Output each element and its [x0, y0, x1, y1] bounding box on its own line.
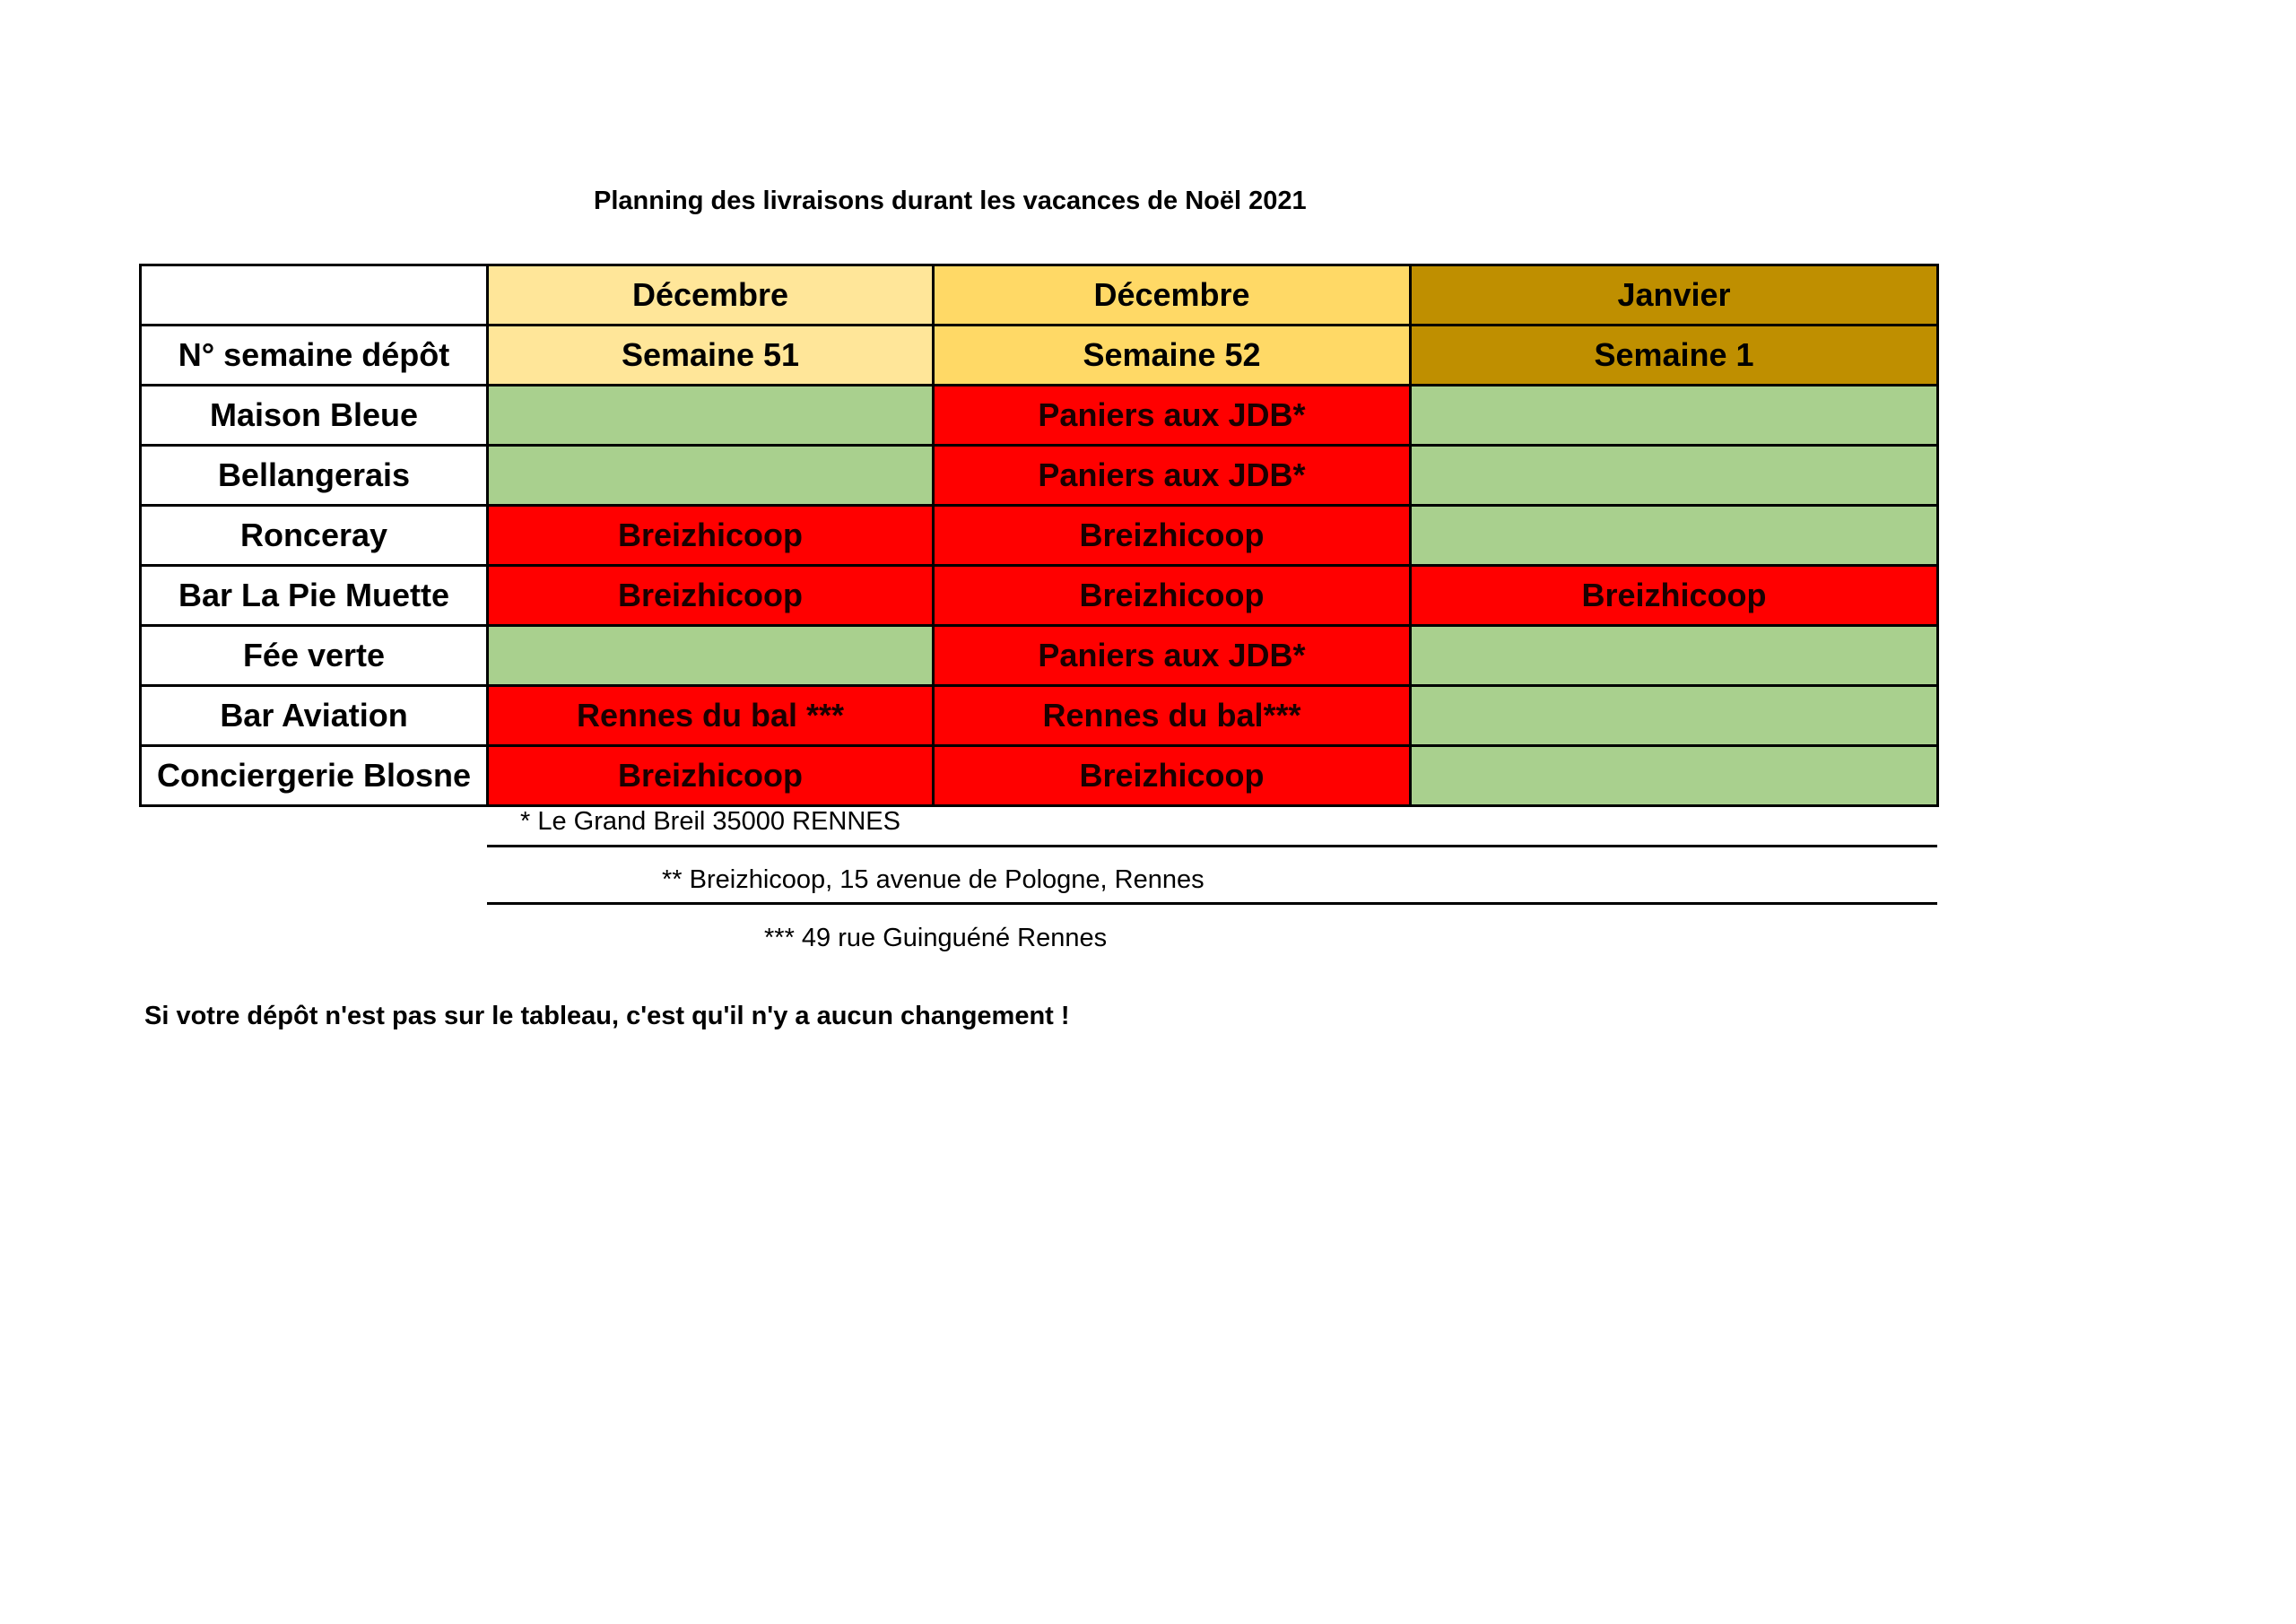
table-row [141, 386, 1938, 446]
week-header-cell: Semaine 1 [1411, 326, 1938, 386]
footnote-divider [487, 902, 1937, 905]
week-header-cell: Semaine 51 [488, 326, 934, 386]
depot-name: Bar La Pie Muette [141, 566, 488, 626]
delivery-cell: Rennes du bal*** [934, 686, 1411, 746]
depot-name: Maison Bleue [141, 386, 488, 446]
delivery-cell [1411, 686, 1938, 746]
month-header-cell: Décembre [488, 265, 934, 326]
delivery-cell [1411, 746, 1938, 806]
month-header-cell: Janvier [1411, 265, 1938, 326]
footnote-2: ** Breizhicoop, 15 avenue de Pologne, Rennes [662, 865, 1205, 894]
delivery-cell: Breizhicoop [934, 506, 1411, 566]
footer-notice: Si votre dépôt n'est pas sur le tableau, c'est qu'il n'y a aucun changement ! [144, 1002, 1070, 1030]
delivery-cell [1411, 386, 1938, 446]
delivery-cell [488, 626, 934, 686]
depot-name: Bellangerais [141, 446, 488, 506]
table-row [141, 506, 1938, 566]
footnote-1: * Le Grand Breil 35000 RENNES [520, 807, 900, 836]
delivery-cell [488, 446, 934, 506]
page-title: Planning des livraisons durant les vacances de Noël 2021 [594, 187, 1307, 215]
table-row [141, 746, 1938, 806]
week-label-cell: N° semaine dépôt [141, 326, 488, 386]
table-row [141, 626, 1938, 686]
delivery-cell: Breizhicoop [934, 566, 1411, 626]
delivery-planning-table [139, 264, 1939, 807]
delivery-cell [1411, 506, 1938, 566]
month-header-row [141, 265, 1938, 326]
table-row [141, 686, 1938, 746]
month-header-cell: Décembre [934, 265, 1411, 326]
delivery-cell: Breizhicoop [488, 746, 934, 806]
table-row [141, 446, 1938, 506]
week-header-row [141, 326, 1938, 386]
depot-name: Bar Aviation [141, 686, 488, 746]
delivery-cell [1411, 446, 1938, 506]
delivery-cell: Breizhicoop [934, 746, 1411, 806]
footnote-3: *** 49 rue Guinguéné Rennes [764, 924, 1108, 952]
delivery-cell: Paniers aux JDB* [934, 446, 1411, 506]
depot-name: Conciergerie Blosne [141, 746, 488, 806]
depot-name: Fée verte [141, 626, 488, 686]
delivery-cell [1411, 626, 1938, 686]
delivery-cell: Rennes du bal *** [488, 686, 934, 746]
delivery-cell: Breizhicoop [488, 566, 934, 626]
delivery-cell [488, 386, 934, 446]
table-row [141, 566, 1938, 626]
week-header-cell: Semaine 52 [934, 326, 1411, 386]
delivery-cell: Paniers aux JDB* [934, 626, 1411, 686]
delivery-cell: Breizhicoop [488, 506, 934, 566]
delivery-cell: Breizhicoop [1411, 566, 1938, 626]
depot-name: Ronceray [141, 506, 488, 566]
corner-cell [141, 265, 488, 326]
delivery-cell: Paniers aux JDB* [934, 386, 1411, 446]
footnote-divider [487, 845, 1937, 847]
